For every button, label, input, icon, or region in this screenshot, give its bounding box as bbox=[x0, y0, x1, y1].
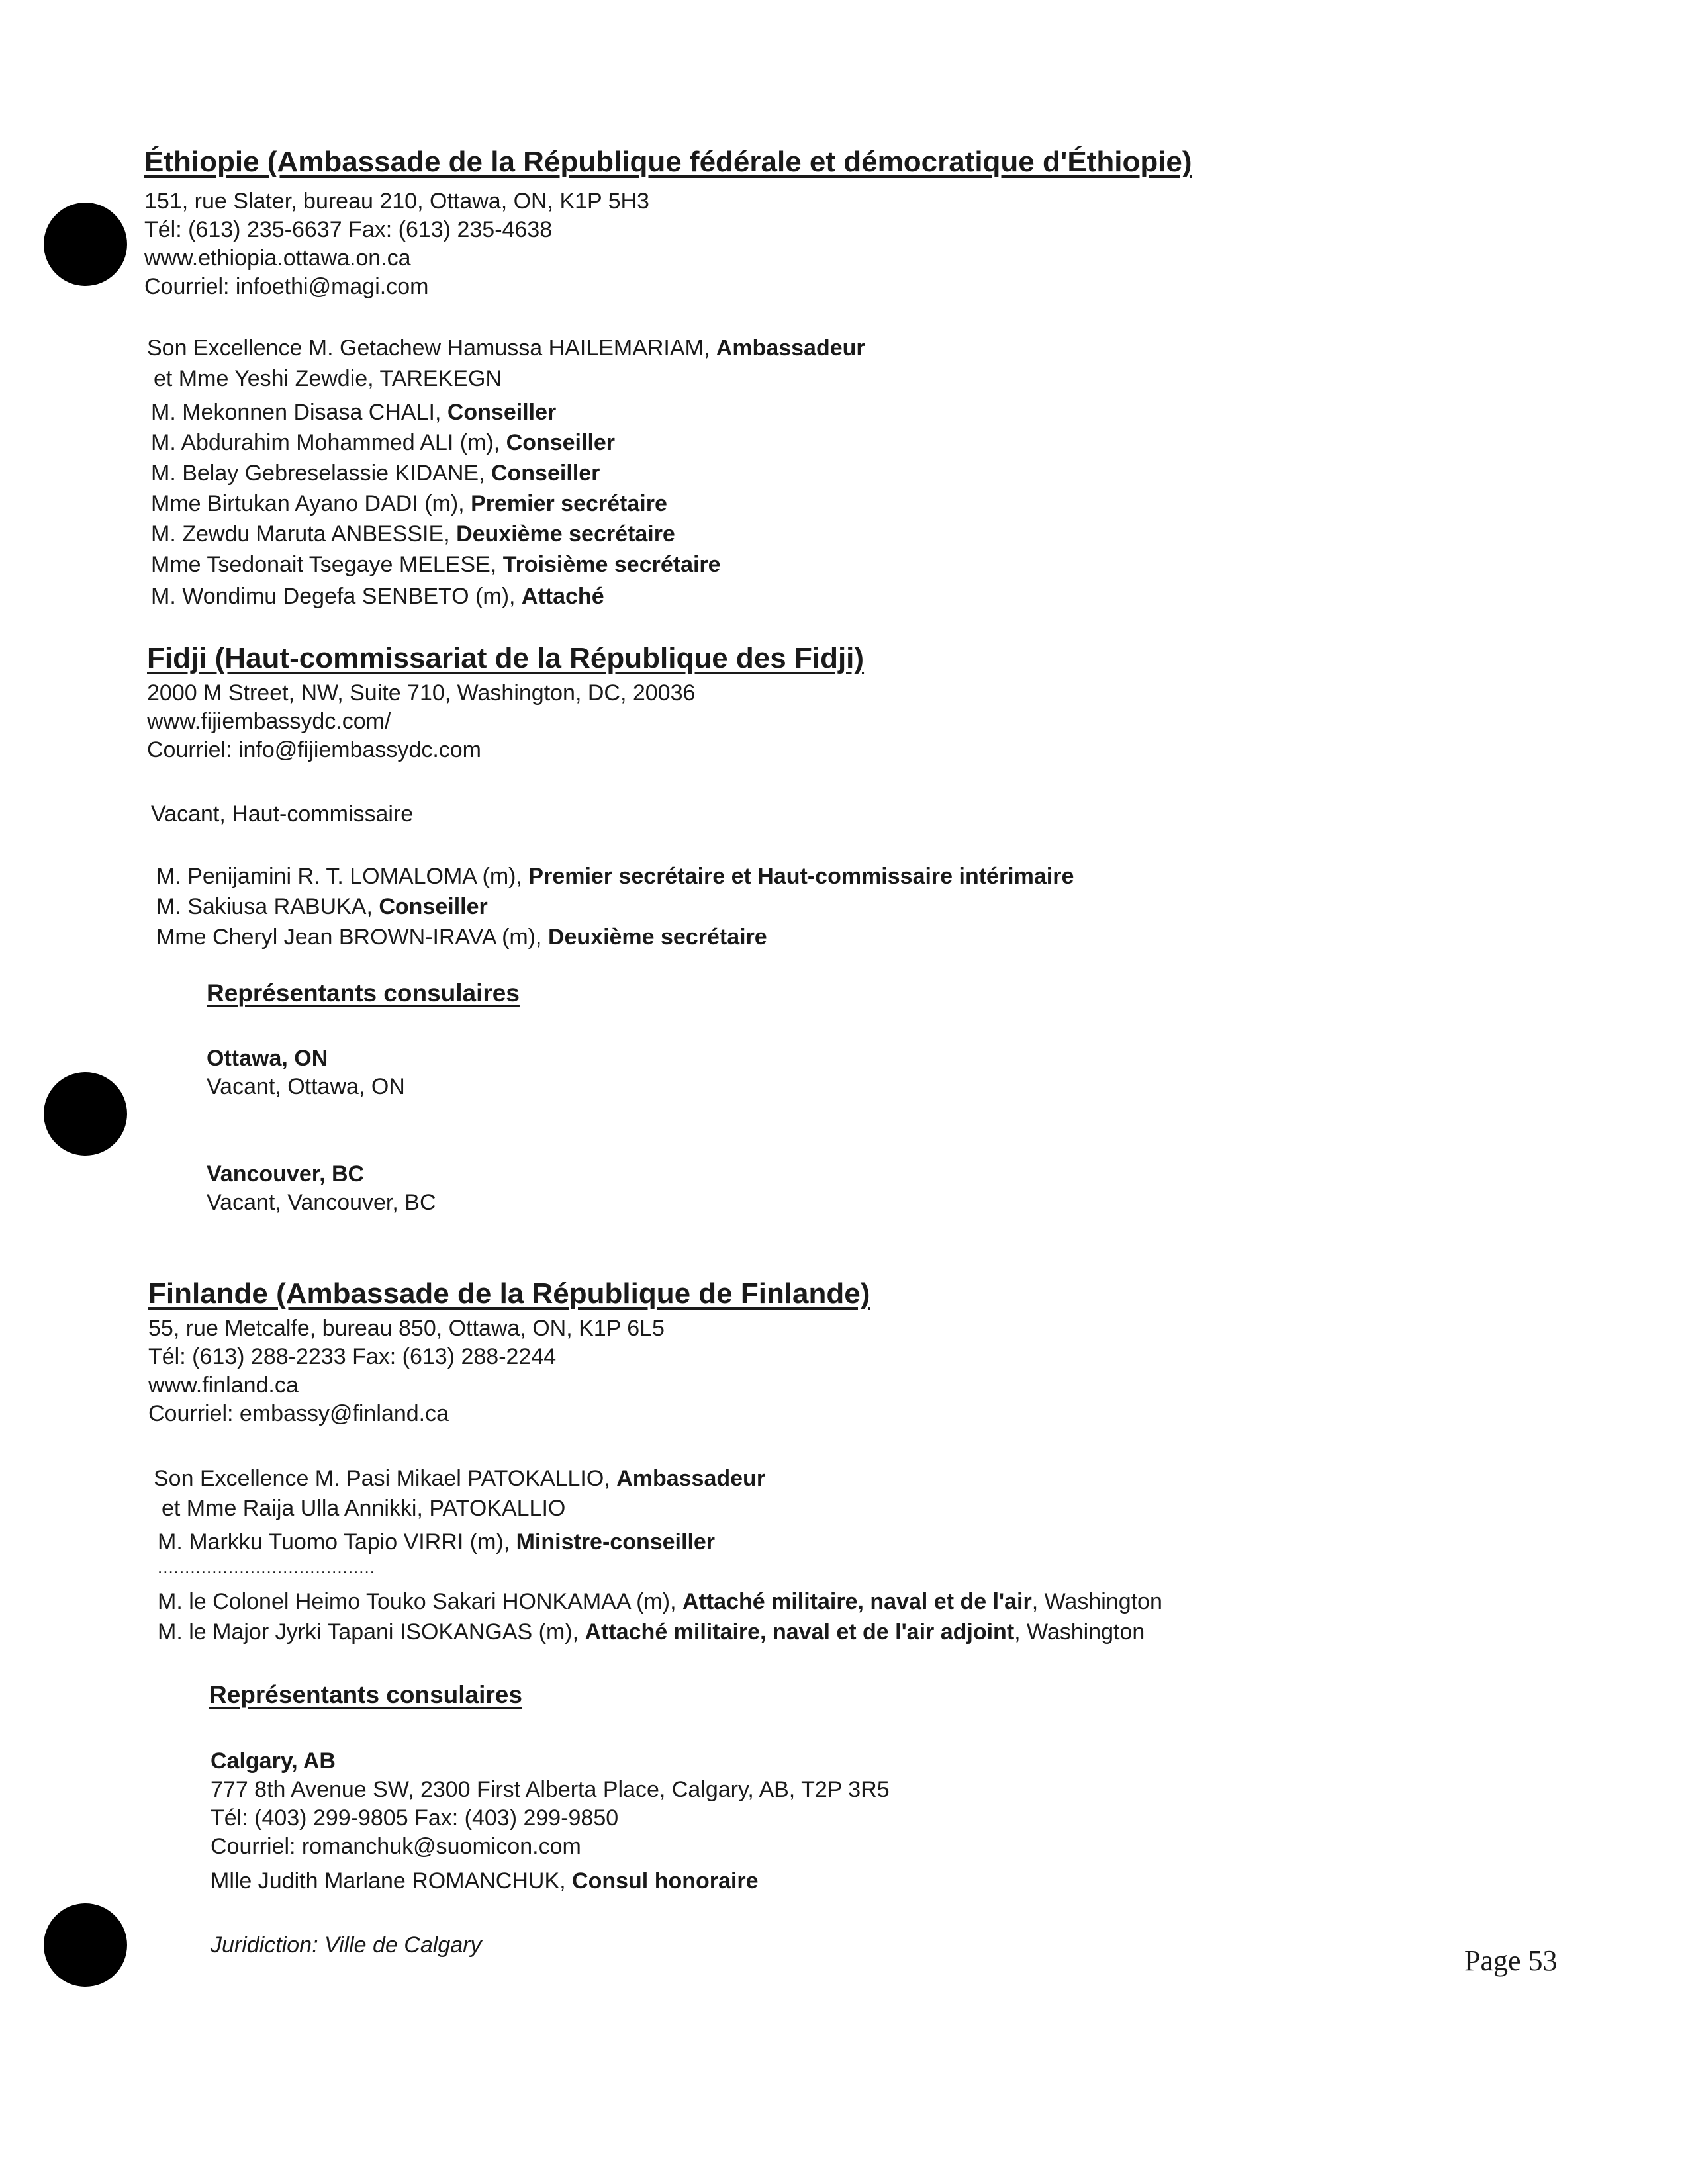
fidji-address: 2000 M Street, NW, Suite 710, Washington, DC, 20036 bbox=[147, 680, 696, 705]
finlande-consulate-phone: Tél: (403) 299-9805 Fax: (403) 299-9850 bbox=[211, 1805, 619, 1831]
finlande-staff-1: et Mme Raija Ulla Annikki, PATOKALLIO bbox=[162, 1496, 566, 1521]
binder-hole-bottom bbox=[44, 1903, 127, 1987]
finlande-dots-separator: ........................................ bbox=[158, 1557, 375, 1577]
fidji-staff-0: M. Penijamini R. T. LOMALOMA (m), Premier secrétaire et Haut-commissaire intérimaire bbox=[156, 864, 1074, 889]
finlande-staff-2: M. Markku Tuomo Tapio VIRRI (m), Ministre-conseiller bbox=[158, 1529, 716, 1555]
ethiopie-phone: Tél: (613) 235-6637 Fax: (613) 235-4638 bbox=[144, 217, 553, 242]
finlande-consular-heading: Représentants consulaires bbox=[209, 1681, 522, 1708]
ethiopie-staff-3: M. Abdurahim Mohammed ALI (m), Conseiller bbox=[151, 430, 616, 455]
ethiopie-staff-6: M. Zewdu Maruta ANBESSIE, Deuxième secrétaire bbox=[151, 522, 675, 547]
finlande-consulate-address: 777 8th Avenue SW, 2300 First Alberta Place, Calgary, AB, T2P 3R5 bbox=[211, 1777, 890, 1802]
fidji-consulate-city-1: Vancouver, BC bbox=[207, 1161, 365, 1187]
ethiopie-staff-1: et Mme Yeshi Zewdie, TAREKEGN bbox=[154, 366, 502, 391]
ethiopie-staff-2: M. Mekonnen Disasa CHALI, Conseiller bbox=[151, 400, 557, 425]
finlande-staff-0: Son Excellence M. Pasi Mikael PATOKALLIO, Ambassadeur bbox=[154, 1466, 766, 1491]
fidji-consulate-detail-0: Vacant, Ottawa, ON bbox=[207, 1074, 405, 1099]
finlande-consulate-jurisdiction: Juridiction: Ville de Calgary bbox=[211, 1933, 482, 1958]
fidji-email: Courriel: info@fijiembassydc.com bbox=[147, 737, 482, 762]
fidji-website: www.fijiembassydc.com/ bbox=[147, 709, 391, 734]
section-heading-fidji: Fidji (Haut-commissariat de la République des Fidji) bbox=[147, 642, 865, 674]
fidji-consular-heading: Représentants consulaires bbox=[207, 979, 520, 1007]
finlande-consulate-person: Mlle Judith Marlane ROMANCHUK, Consul honoraire bbox=[211, 1868, 759, 1893]
finlande-phone: Tél: (613) 288-2233 Fax: (613) 288-2244 bbox=[148, 1344, 557, 1369]
finlande-website: www.finland.ca bbox=[148, 1373, 299, 1398]
finlande-military-0: M. le Colonel Heimo Touko Sakari HONKAMAA (m), Attaché militaire, naval et de l'air, Washington bbox=[158, 1589, 1162, 1614]
section-heading-finlande: Finlande (Ambassade de la République de Finlande) bbox=[148, 1277, 870, 1310]
finlande-military-1: M. le Major Jyrki Tapani ISOKANGAS (m), Attaché militaire, naval et de l'air adjoint, Washington bbox=[158, 1619, 1145, 1645]
finlande-consulate-email: Courriel: romanchuk@suomicon.com bbox=[211, 1834, 581, 1859]
ethiopie-staff-0: Son Excellence M. Getachew Hamussa HAILEMARIAM, Ambassadeur bbox=[147, 336, 865, 361]
section-heading-ethiopie: Éthiopie (Ambassade de la République fédérale et démocratique d'Éthiopie) bbox=[144, 146, 1192, 178]
ethiopie-staff-4: M. Belay Gebreselassie KIDANE, Conseiller bbox=[151, 461, 600, 486]
binder-hole-middle bbox=[44, 1072, 127, 1156]
finlande-consulate-city: Calgary, AB bbox=[211, 1749, 336, 1774]
ethiopie-staff-5: Mme Birtukan Ayano DADI (m), Premier secrétaire bbox=[151, 491, 667, 516]
ethiopie-staff-8: M. Wondimu Degefa SENBETO (m), Attaché bbox=[151, 584, 604, 609]
finlande-email: Courriel: embassy@finland.ca bbox=[148, 1401, 449, 1426]
fidji-consulate-city-0: Ottawa, ON bbox=[207, 1046, 328, 1071]
binder-hole-top bbox=[44, 203, 127, 286]
ethiopie-address: 151, rue Slater, bureau 210, Ottawa, ON, K1P 5H3 bbox=[144, 189, 649, 214]
fidji-consulate-detail-1: Vacant, Vancouver, BC bbox=[207, 1190, 436, 1215]
ethiopie-website: www.ethiopia.ottawa.on.ca bbox=[144, 246, 411, 271]
ethiopie-email: Courriel: infoethi@magi.com bbox=[144, 274, 429, 299]
fidji-staff-2: Mme Cheryl Jean BROWN-IRAVA (m), Deuxième secrétaire bbox=[156, 925, 767, 950]
page-number: Page 53 bbox=[1464, 1944, 1558, 1977]
fidji-vacant: Vacant, Haut-commissaire bbox=[151, 801, 414, 827]
ethiopie-staff-7: Mme Tsedonait Tsegaye MELESE, Troisième secrétaire bbox=[151, 552, 721, 577]
finlande-address: 55, rue Metcalfe, bureau 850, Ottawa, ON, K1P 6L5 bbox=[148, 1316, 665, 1341]
fidji-staff-1: M. Sakiusa RABUKA, Conseiller bbox=[156, 894, 488, 919]
